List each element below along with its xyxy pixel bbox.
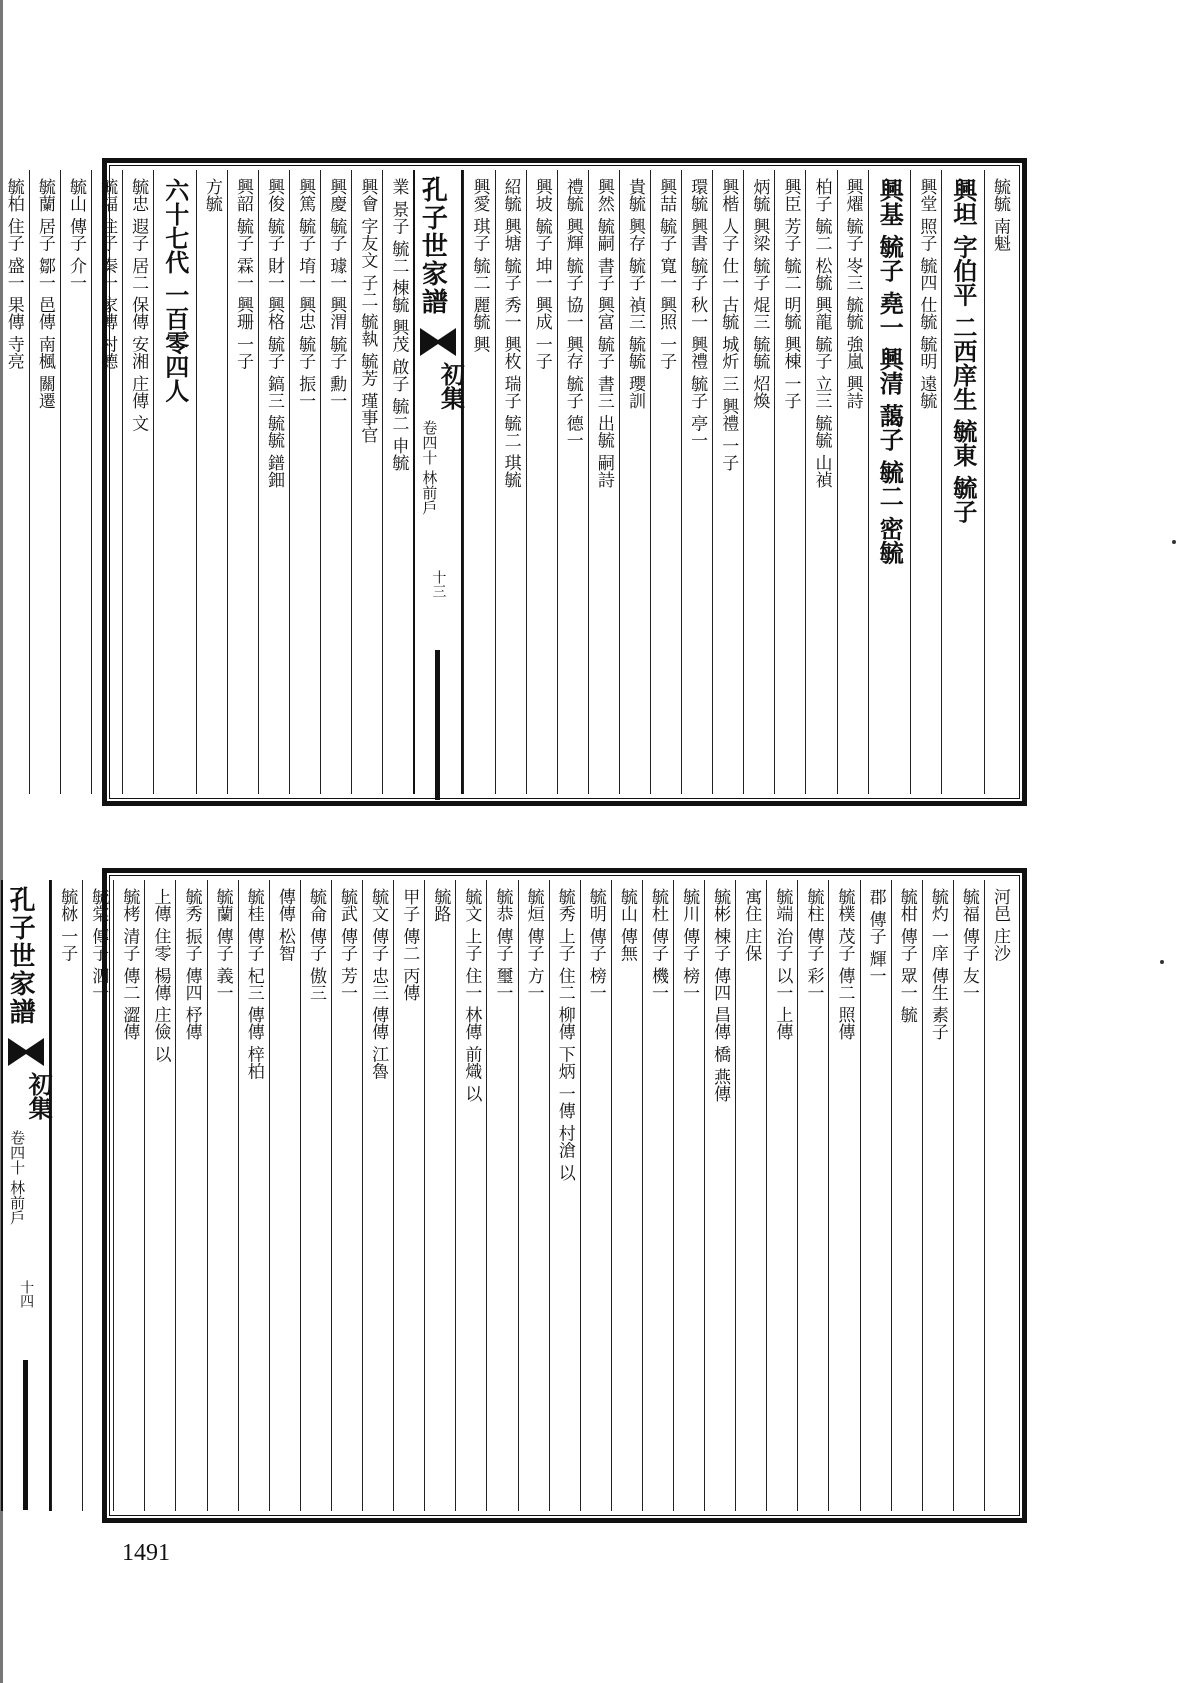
entry-column: 毓蘭 居子 鄒一 邑傳 南楓 關遷 xyxy=(29,170,60,794)
book-title: 孔子世家譜 xyxy=(5,886,36,1026)
entry-column: 毓福 住子 秦一 家傳 村德 xyxy=(91,170,122,794)
entry-column: 毓忠 遐子 居二 保傳 安湘 庄傳 文 xyxy=(122,170,153,794)
scan-speck xyxy=(1160,960,1164,964)
entry-column: 傳傳 松智 xyxy=(269,880,300,1511)
entry-column: 毓山 傳子 介一 xyxy=(60,170,91,794)
collection-label: 初集 xyxy=(436,362,466,410)
entry-column: 興會 字友文 子二 毓執 毓芳 瑾事官 xyxy=(351,170,382,794)
entry-column: 興然 毓嗣 書子 興富 毓子 書三 出毓 嗣詩 xyxy=(588,170,619,794)
entry-column: 興俊 毓子 財一 興格 毓子 鎬三 毓毓 鐠鈿 xyxy=(258,170,289,794)
entry-column: 毓彬 棟子 傳四 昌傳 橋 燕傳 xyxy=(704,880,735,1511)
entry-column: 方毓 xyxy=(196,170,227,794)
entry-column: 甲子 傳二 丙傳 xyxy=(393,880,424,1511)
spine-title-block xyxy=(1,880,54,1511)
spine-bar xyxy=(23,1360,28,1510)
folio-page-number: 1491 xyxy=(122,1540,170,1566)
entry-column: 興基 毓子 堯一 興清 藹子 毓二 密毓 xyxy=(868,170,911,794)
top-columns xyxy=(3,170,1015,794)
leaf-number: 十四 xyxy=(18,1280,35,1308)
entry-column: 興慶 毓子 璩一 興渭 毓子 勳一 xyxy=(320,170,351,794)
entry-column: 毓文 傳子 忠三 傳傳 江魯 xyxy=(362,880,393,1511)
entry-column: 興喆 毓子 寬一 興照 一子 xyxy=(650,170,681,794)
entry-column: 毓文 上子 住一 林傳 前熾 以 xyxy=(455,880,486,1511)
entry-column: 業 景子 毓二 棟毓 興茂 啟子 毓二 申毓 xyxy=(382,170,413,794)
entry-column: 毓柱 傳子 彩一 xyxy=(797,880,828,1511)
fish-tail-mark-icon xyxy=(420,328,456,356)
entry-column: 興臣 芳子 毓二 明毓 興棟 一子 xyxy=(774,170,805,794)
entry-column: 毓明 傳子 榜一 xyxy=(580,880,611,1511)
entry-column: 毓山 傳無 xyxy=(611,880,642,1511)
bottom-genealogy-page xyxy=(5,868,1027,1523)
entry-column: 毓武 傳子 芳一 xyxy=(331,880,362,1511)
entry-column: 毓秀 上子 住二 柳傳 下炳 一傳 村滄 以 xyxy=(549,880,580,1511)
entry-column: 毓樸 茂子 傳二 照傳 xyxy=(828,880,859,1511)
entry-column: 毓栤 一子 xyxy=(51,880,82,1511)
collection-label: 初集 xyxy=(24,1072,54,1120)
entry-column: 毓侖 傳子 傲三 xyxy=(300,880,331,1511)
volume-label: 卷四十 林前戶 xyxy=(420,420,439,515)
entry-column: 毓恭 傳子 璽一 xyxy=(486,880,517,1511)
entry-column: 紹毓 興塘 毓子 秀一 興枚 瑞子 毓二 琪毓 xyxy=(495,170,526,794)
entry-column: 毓灼 一庠 傳生 素子 xyxy=(922,880,953,1511)
entry-column: 興坡 毓子 坤一 興成 一子 xyxy=(526,170,557,794)
spine-title-block xyxy=(413,170,466,794)
entry-column: 毓柏 住子 盛一 果傳 寺亮 xyxy=(0,170,29,794)
entry-column: 貴毓 興存 毓子 禎三 毓毓 瓔訓 xyxy=(619,170,650,794)
entry-column: 毓杜 傳子 機一 xyxy=(642,880,673,1511)
bottom-columns xyxy=(5,880,1015,1511)
entry-column: 炳毓 興梁 毓子 焜三 毓毓 炤煥 xyxy=(743,170,774,794)
entry-column: 毓栲 清子 傳二 澀傳 xyxy=(113,880,144,1511)
entry-column: 河邑 庄沙 xyxy=(984,880,1015,1511)
entry-column: 毓福 傳子 友一 xyxy=(953,880,984,1511)
entry-column: 興韶 毓子 霖一 興珊 一子 xyxy=(227,170,258,794)
top-genealogy-page xyxy=(3,158,1027,806)
entry-column: 毓蘭 傳子 義一 xyxy=(207,880,238,1511)
entry-column: 毓路 xyxy=(424,880,455,1511)
book-title: 孔子世家譜 xyxy=(417,176,448,316)
fish-tail-mark-icon xyxy=(8,1038,44,1066)
entry-column: 毓棠 傳子 泗一 xyxy=(82,880,113,1511)
leaf-number: 十三 xyxy=(430,570,447,598)
entry-column: 毓毓 南魁 xyxy=(984,170,1015,794)
entry-column: 寓住 庄保 xyxy=(735,880,766,1511)
spine-bar xyxy=(435,650,440,800)
entry-column: 郡 傳子 輝一 xyxy=(860,880,891,1511)
entry-column: 興愛 琪子 毓二 麗毓 興 xyxy=(463,170,494,794)
volume-label: 卷四十 林前戶 xyxy=(8,1130,27,1225)
entry-column: 毓端 治子 以一 上傳 xyxy=(766,880,797,1511)
entry-column: 環毓 興書 毓子 秋一 興禮 毓子 亭一 xyxy=(681,170,712,794)
entry-column: 興篤 毓子 堉一 興忠 毓子 振一 xyxy=(289,170,320,794)
entry-column: 興楷 人子 仕一 古毓 城炘 三 興禮 一子 xyxy=(712,170,743,794)
entry-column: 興坦 字伯平 二西庠生 毓東 毓子 xyxy=(941,170,984,794)
entry-column: 毓秀 振子 傳四 杼傳 xyxy=(175,880,206,1511)
entry-column: 柏子 毓二 松毓 興龍 毓子 立三 毓毓 山禎 xyxy=(805,170,836,794)
scan-speck xyxy=(1172,540,1176,544)
entry-column: 興燿 毓子 岺三 毓毓 強嵐 興詩 xyxy=(837,170,868,794)
entry-column: 毓柑 傳子 眾一 毓 xyxy=(891,880,922,1511)
generation-heading: 六十七代 一百零四人 xyxy=(153,170,196,794)
entry-column: 毓烜 傳子 方一 xyxy=(518,880,549,1511)
entry-column: 興堂 照子 毓四 仕毓 毓明 遠毓 xyxy=(910,170,941,794)
entry-column: 毓川 傳子 榜一 xyxy=(673,880,704,1511)
entry-column: 禮毓 興輝 毓子 協一 興存 毓子 德一 xyxy=(557,170,588,794)
entry-column: 毓桂 傳子 杞三 傳傳 梓柏 xyxy=(238,880,269,1511)
entry-column: 上傳 住零 楊傳 庄儉 以 xyxy=(144,880,175,1511)
